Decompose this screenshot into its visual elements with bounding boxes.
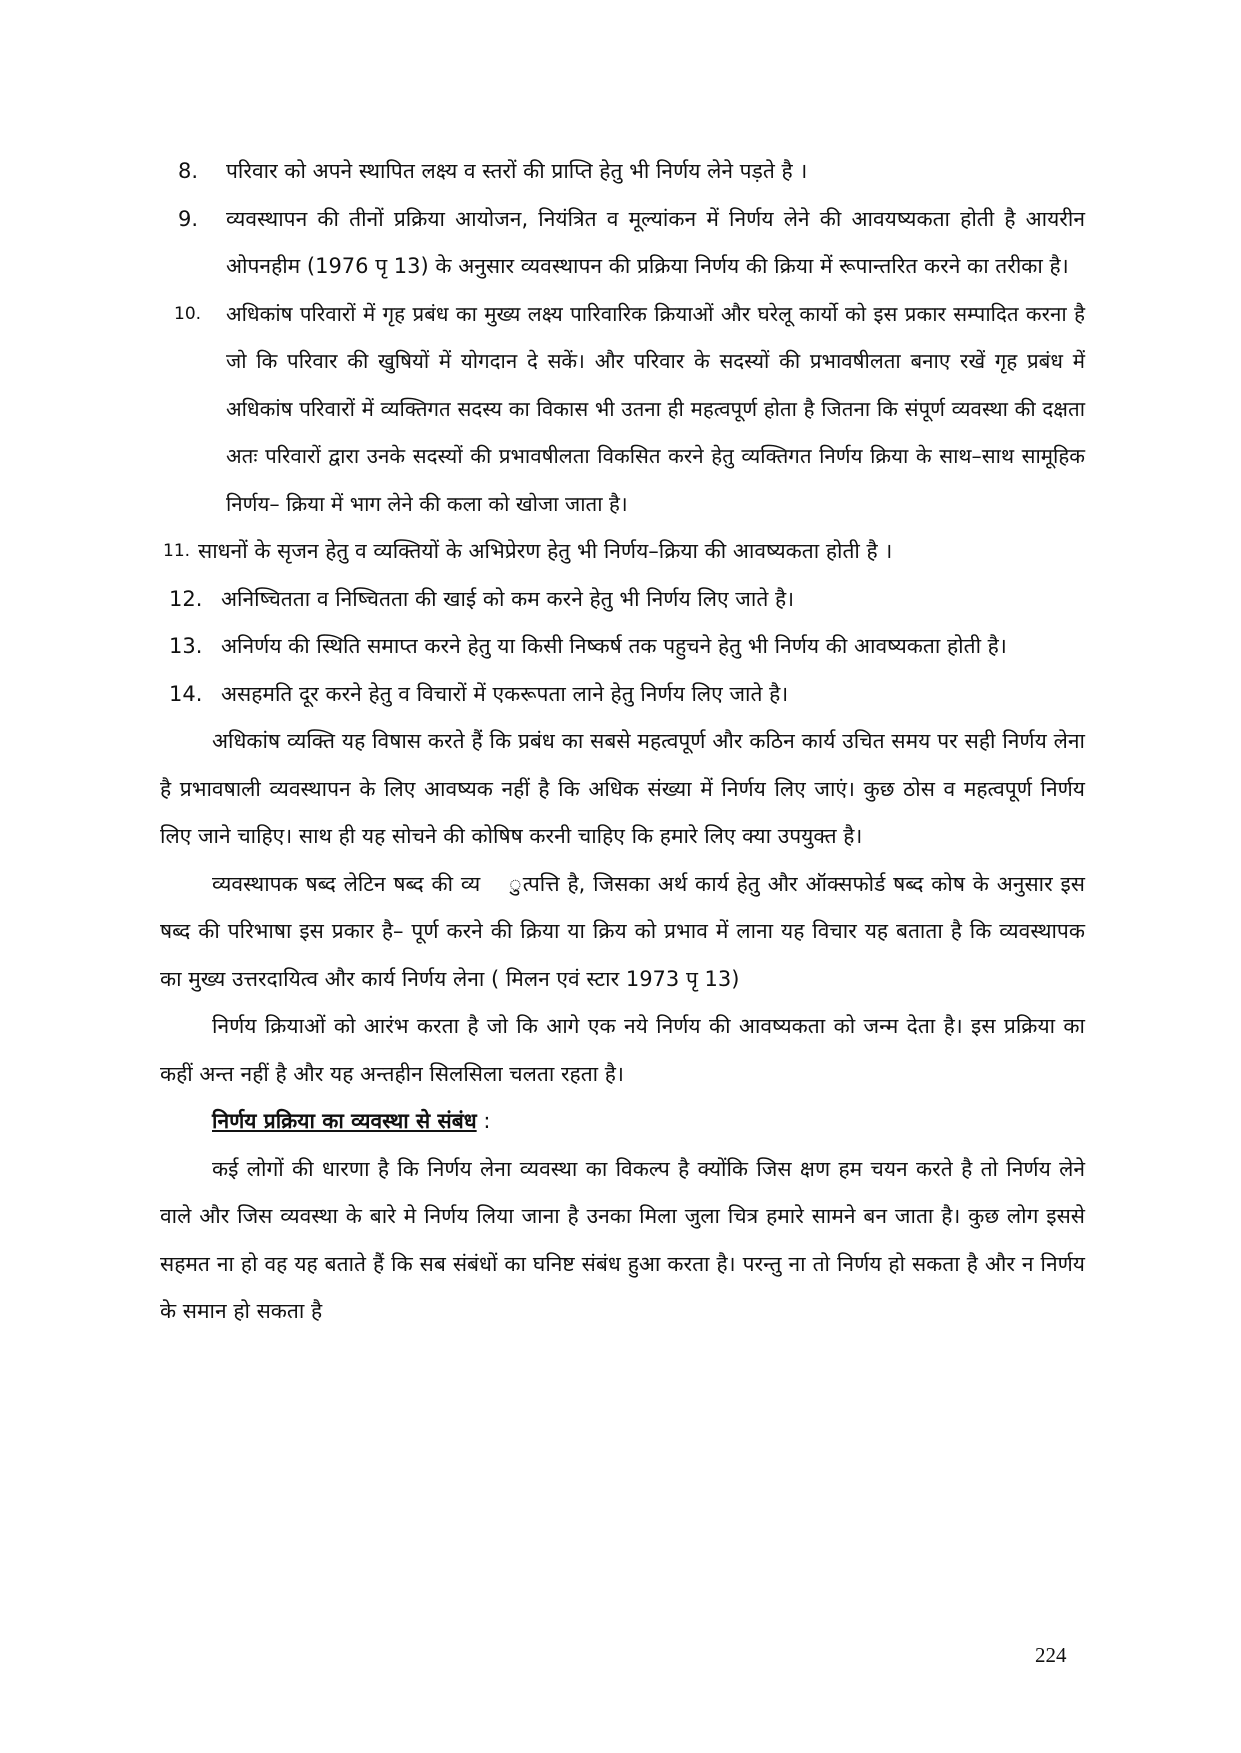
body-paragraph: कई लोगों की धारणा है कि निर्णय लेना व्यवस्था का विकल्प है क्योंकि जिस क्षण हम चयन करते है तो निर्णय लेने वाले और जिस व्यवस्था के बारे मे निर्णय लिया जाना है उनका मिला जुला चित्र हमारे सामने बन जाता है। कुछ लोग इससे सहमत ना हो वह यह बताते हैं कि सब संबंधों का घनिष्ट संबंध हुआ करता है। परन्तु ना तो निर्णय हो सकता है और न निर्णय के समान हो सकता है <box>160 1156 1085 1323</box>
item-text: अनिर्णय की स्थिति समाप्त करने हेतु या किसी निष्कर्ष तक पहुचने हेतु भी निर्णय की आवष्यकता होती है। <box>221 634 1007 658</box>
item-text: साधनों के सृजन हेतु व व्यक्तियों के अभिप्रेरण हेतु भी निर्णय–क्रिया की आवष्यकता होती है । <box>198 539 893 563</box>
list-item <box>160 196 1085 291</box>
item-number: 10. <box>174 303 202 324</box>
page-body <box>160 148 1092 1336</box>
item-number: 9. <box>178 206 199 231</box>
item-text: अधिकांष परिवारों में गृह प्रबंध का मुख्य लक्ष्य पारिवारिक क्रियाओं और घरेलू कार्यो को इस प्रकार सम्पादित करना है जो कि परिवार की खुषियों में योगदान दे सकें। और परिवार के सदस्यों की प्रभावषीलता बनाए रखें गृह प्रबंध में अधिकांष परिवारों में व्यक्तिगत सदस्य का विकास भी उतना ही महत्वपूर्ण होता है जितना कि संपूर्ण व्यवस्था की दक्षता अतः परिवारों द्वारा उनके सदस्यों की प्रभावषीलता विकसित करने हेतु व्यक्तिगत निर्णय क्रिया के साथ–साथ सामूहिक निर्णय– क्रिया में भाग लेने की कला को खोजा जाता है। <box>226 301 1085 516</box>
list-item <box>160 671 1085 719</box>
item-number: 8. <box>178 159 199 183</box>
item-text: व्यवस्थापन की तीनों प्रक्रिया आयोजन, नियंत्रित व मूल्यांकन में निर्णय लेने की आवयष्यकता होती है आयरीन ओपनहीम (1976 पृ 13) के अनुसार व्यवस्थापन की प्रक्रिया निर्णय की क्रिया में रूपान्तरित करने का तरीका है। <box>226 206 1085 278</box>
list-item <box>160 576 1085 624</box>
body-paragraph: निर्णय क्रियाओं को आरंभ करता है जो कि आगे एक नये निर्णय की आवष्यकता को जन्म देता है। इस प्रक्रिया का कहीं अन्त नहीं है और यह अन्तहीन सिलसिला चलता रहता है। <box>160 1014 1085 1086</box>
item-number: 12. <box>169 586 203 611</box>
item-number: 14. <box>169 681 203 706</box>
item-text: असहमति दूर करने हेतु व विचारों में एकरूपता लाने हेतु निर्णय लिए जाते है। <box>221 681 789 706</box>
item-number: 11. <box>163 541 191 561</box>
body-paragraph: अधिकांष व्यक्ति यह विषास करते हैं कि प्रबंध का सबसे महत्वपूर्ण और कठिन कार्य उचित समय पर सही निर्णय लेना है प्रभावषाली व्यवस्थापन के लिए आवष्यक नहीं है कि अधिक संख्या में निर्णय लिए जाएं। कुछ ठोस व महत्वपूर्ण निर्णय लिए जाने चाहिए। साथ ही यह सोचने की कोषिष करनी चाहिए कि हमारे लिए क्या उपयुक्त है। <box>160 729 1085 848</box>
section-heading: निर्णय प्रक्रिया का व्यवस्था से संबंध <box>212 1109 477 1133</box>
list-item <box>160 623 1085 671</box>
page-number: 224 <box>1035 1643 1067 1667</box>
item-text: अनिष्चितता व निष्चितता की खाई को कम करने हेतु भी निर्णय लिए जाते है। <box>221 586 795 611</box>
section-heading-suffix: : <box>476 1109 491 1133</box>
body-paragraph: व्यवस्थापक षब्द लेटिन षब्द की व्य ुत्पत्ति है, जिसका अर्थ कार्य हेतु और ऑक्सफोर्ड षब्द कोष के अनुसार इस षब्द की परिभाषा इस प्रकार है– पूर्ण करने की क्रिया या क्रिय को प्रभाव में लाना यह विचार यह बताता है कि व्यवस्थापक का मुख्य उत्तरदायित्व और कार्य निर्णय लेना ( मिलन एवं स्टार 1973 पृ 13) <box>160 871 1092 991</box>
item-text: परिवार को अपने स्थापित लक्ष्य व स्तरों की प्राप्ति हेतु भी निर्णय लेने पड़ते है । <box>226 159 808 183</box>
item-number: 13. <box>169 634 203 658</box>
list-item <box>160 291 1085 529</box>
section-heading-line <box>160 1098 1085 1146</box>
list-item <box>160 528 1085 576</box>
list-item <box>160 148 1085 196</box>
